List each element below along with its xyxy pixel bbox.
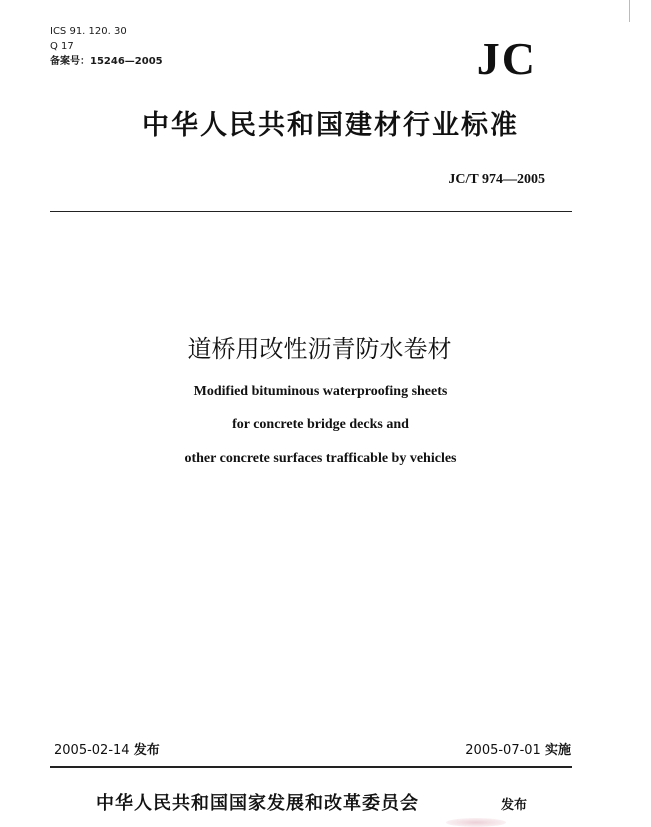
issue-label: 发布 [133, 743, 160, 758]
issuer-name: 中华人民共和国国家发展和改革委员会 [96, 793, 419, 814]
footer-divider [50, 766, 572, 768]
effective-date-block [465, 744, 571, 757]
standard-title: 中华人民共和国建材行业标准 [142, 110, 519, 141]
effective-label: 实施 [544, 743, 571, 758]
issue-date-block [54, 744, 160, 757]
document-title-en-line-3: other concrete surfaces trafficable by vehicles [184, 451, 457, 466]
standard-number: JC/T 974—2005 [448, 172, 545, 187]
stamp-smudge [446, 818, 506, 827]
document-title-cn: 道桥用改性沥青防水卷材 [187, 335, 452, 363]
effective-date: 2005-07-01 [465, 743, 541, 758]
category-mark: JC [476, 33, 537, 84]
issue-date: 2005-02-14 [54, 743, 130, 758]
document-title-en-line-2: for concrete bridge decks and [232, 417, 409, 432]
header-divider [50, 211, 572, 212]
class-code: Q 17 [50, 41, 74, 52]
document-title-en-line-1: Modified bituminous waterproofing sheets [193, 384, 448, 399]
record-number: 备案号：15246—2005 [50, 56, 163, 67]
issuer-suffix: 发布 [501, 798, 528, 813]
ics-code: ICS 91. 120. 30 [50, 26, 127, 37]
scan-edge-mark [629, 0, 630, 22]
